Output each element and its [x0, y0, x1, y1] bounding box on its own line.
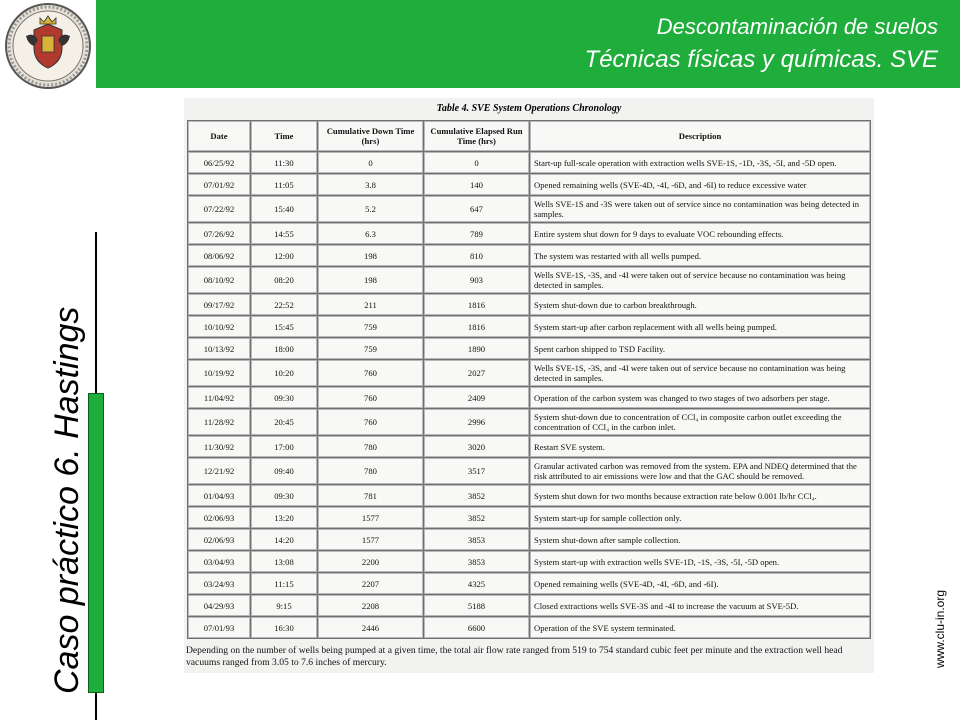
cell-time: 22:52 — [251, 294, 317, 315]
operations-table — [187, 120, 871, 639]
column-header: Cumulative Down Time (hrs) — [318, 121, 423, 151]
cell-time: 17:00 — [251, 436, 317, 457]
table-caption: Table 4. SVE System Operations Chronology — [436, 103, 622, 114]
cell-time: 13:20 — [251, 507, 317, 528]
table-row — [188, 573, 870, 594]
table-row — [188, 245, 870, 266]
cell-date: 02/06/93 — [188, 529, 250, 550]
table-row — [188, 152, 870, 173]
column-header: Time — [251, 121, 317, 151]
cell-run-time: 3853 — [424, 551, 529, 572]
cell-description: Spent carbon shipped to TSD Facility. — [530, 338, 870, 359]
cell-description: The system was restarted with all wells pumped. — [530, 245, 870, 266]
cell-description: System shut-down due to concentration of CCl₄ in composite carbon outlet exceeding the concentration of CCl₄ in the carbon inlet. — [530, 409, 870, 435]
table-row — [188, 595, 870, 616]
cell-run-time: 1816 — [424, 294, 529, 315]
cell-date: 02/06/93 — [188, 507, 250, 528]
table-row — [188, 174, 870, 195]
cell-run-time: 903 — [424, 267, 529, 293]
vertical-case-title: Caso práctico 6. Hastings — [48, 306, 86, 694]
cell-run-time: 3020 — [424, 436, 529, 457]
cell-description: System shut-down after sample collection. — [530, 529, 870, 550]
cell-down-time: 1577 — [318, 507, 423, 528]
cell-description: Closed extractions wells SVE-3S and -4I to increase the vacuum at SVE-5D. — [530, 595, 870, 616]
cell-time: 14:20 — [251, 529, 317, 550]
cell-time: 11:15 — [251, 573, 317, 594]
cell-description: Operation of the carbon system was changed to two stages of two adsorbers per stage. — [530, 387, 870, 408]
cell-date: 07/01/92 — [188, 174, 250, 195]
cell-date: 07/01/93 — [188, 617, 250, 638]
cell-time: 15:40 — [251, 196, 317, 222]
cell-date: 11/28/92 — [188, 409, 250, 435]
cell-down-time: 759 — [318, 316, 423, 337]
cell-down-time: 760 — [318, 360, 423, 386]
cell-description: Restart SVE system. — [530, 436, 870, 457]
cell-down-time: 1577 — [318, 529, 423, 550]
cell-date: 09/17/92 — [188, 294, 250, 315]
cell-down-time: 0 — [318, 152, 423, 173]
cell-date: 06/25/92 — [188, 152, 250, 173]
table-row — [188, 223, 870, 244]
table-row — [188, 529, 870, 550]
table-row — [188, 387, 870, 408]
cell-run-time: 2996 — [424, 409, 529, 435]
cell-description: Entire system shut down for 9 days to evaluate VOC rebounding effects. — [530, 223, 870, 244]
cell-date: 10/19/92 — [188, 360, 250, 386]
table-row — [188, 267, 870, 293]
cell-description: Wells SVE-1S, -3S, and -4I were taken out of service because no contamination was being detected in samples. — [530, 360, 870, 386]
table-row — [188, 507, 870, 528]
cell-down-time: 781 — [318, 485, 423, 506]
cell-down-time: 5.2 — [318, 196, 423, 222]
footnote: Depending on the number of wells being pumped at a given time, the total air flow rate ranged from 519 to 754 standard cubic feet per minute and the extraction well head vacuums ranged from 3.05 to 7.6 inches of mercury. — [186, 645, 843, 668]
table-body — [188, 152, 870, 638]
column-header: Description — [530, 121, 870, 151]
table-row — [188, 617, 870, 638]
cell-run-time: 140 — [424, 174, 529, 195]
cell-time: 16:30 — [251, 617, 317, 638]
cell-down-time: 2200 — [318, 551, 423, 572]
cell-time: 15:45 — [251, 316, 317, 337]
cell-run-time: 789 — [424, 223, 529, 244]
table-row — [188, 338, 870, 359]
cell-run-time: 647 — [424, 196, 529, 222]
cell-description: System start-up after carbon replacement with all wells being pumped. — [530, 316, 870, 337]
table-row — [188, 458, 870, 484]
cell-down-time: 2446 — [318, 617, 423, 638]
cell-down-time: 198 — [318, 267, 423, 293]
cell-run-time: 2027 — [424, 360, 529, 386]
cell-description: Start-up full-scale operation with extraction wells SVE-1S, -1D, -3S, -5I, and -5D open. — [530, 152, 870, 173]
cell-down-time: 2208 — [318, 595, 423, 616]
cell-description: Operation of the SVE system terminated. — [530, 617, 870, 638]
cell-run-time: 1890 — [424, 338, 529, 359]
cell-time: 08:20 — [251, 267, 317, 293]
website-url: www.clu-in.org — [933, 589, 947, 668]
cell-date: 04/29/93 — [188, 595, 250, 616]
cell-down-time: 211 — [318, 294, 423, 315]
scanned-document — [184, 98, 874, 673]
cell-description: Wells SVE-1S, -3S, and -4I were taken out of service because no contamination was being detected in samples. — [530, 267, 870, 293]
seal-icon — [4, 2, 92, 90]
cell-run-time: 6600 — [424, 617, 529, 638]
cell-time: 12:00 — [251, 245, 317, 266]
header-bar — [96, 0, 960, 88]
cell-date: 10/13/92 — [188, 338, 250, 359]
cell-time: 09:30 — [251, 485, 317, 506]
cell-run-time: 4325 — [424, 573, 529, 594]
cell-description: System shut-down due to carbon breakthrough. — [530, 294, 870, 315]
cell-down-time: 6.3 — [318, 223, 423, 244]
sidebar-green-bar — [88, 393, 104, 693]
cell-date: 03/24/93 — [188, 573, 250, 594]
cell-down-time: 759 — [318, 338, 423, 359]
cell-time: 11:05 — [251, 174, 317, 195]
column-header: Cumulative Elapsed Run Time (hrs) — [424, 121, 529, 151]
cell-down-time: 2207 — [318, 573, 423, 594]
university-seal-logo — [0, 0, 96, 92]
cell-date: 08/10/92 — [188, 267, 250, 293]
cell-run-time: 0 — [424, 152, 529, 173]
cell-time: 20:45 — [251, 409, 317, 435]
cell-description: Opened remaining wells (SVE-4D, -4I, -6D, and -6I) to reduce excessive water — [530, 174, 870, 195]
cell-description: System start-up with extraction wells SVE-1D, -1S, -3S, -5I, -5D open. — [530, 551, 870, 572]
cell-run-time: 810 — [424, 245, 529, 266]
cell-description: System start-up for sample collection only. — [530, 507, 870, 528]
cell-run-time: 5188 — [424, 595, 529, 616]
cell-down-time: 760 — [318, 387, 423, 408]
cell-time: 9:15 — [251, 595, 317, 616]
cell-time: 09:30 — [251, 387, 317, 408]
cell-down-time: 198 — [318, 245, 423, 266]
cell-run-time: 3852 — [424, 507, 529, 528]
cell-time: 09:40 — [251, 458, 317, 484]
cell-date: 07/22/92 — [188, 196, 250, 222]
cell-description: Opened remaining wells (SVE-4D, -4I, -6D, and -6I). — [530, 573, 870, 594]
cell-time: 14:55 — [251, 223, 317, 244]
table-row — [188, 294, 870, 315]
cell-date: 03/04/93 — [188, 551, 250, 572]
cell-run-time: 1816 — [424, 316, 529, 337]
cell-down-time: 760 — [318, 409, 423, 435]
cell-run-time: 3852 — [424, 485, 529, 506]
column-header: Date — [188, 121, 250, 151]
slide-title-line2: Técnicas físicas y químicas. SVE — [584, 46, 938, 73]
cell-run-time: 3517 — [424, 458, 529, 484]
cell-down-time: 780 — [318, 436, 423, 457]
table-row — [188, 409, 870, 435]
table-row — [188, 360, 870, 386]
table-row — [188, 551, 870, 572]
cell-time: 10:20 — [251, 360, 317, 386]
cell-down-time: 3.8 — [318, 174, 423, 195]
cell-date: 07/26/92 — [188, 223, 250, 244]
cell-description: Granular activated carbon was removed from the system. EPA and NDEQ determined that the risk attributed to air emissions were low and that the GAC should be removed. — [530, 458, 870, 484]
cell-date: 01/04/93 — [188, 485, 250, 506]
cell-date: 10/10/92 — [188, 316, 250, 337]
table-row — [188, 316, 870, 337]
table-row — [188, 436, 870, 457]
cell-date: 11/04/92 — [188, 387, 250, 408]
table-row — [188, 485, 870, 506]
cell-down-time: 780 — [318, 458, 423, 484]
table-row — [188, 196, 870, 222]
cell-date: 08/06/92 — [188, 245, 250, 266]
cell-description: Wells SVE-1S and -3S were taken out of service since no contamination was being detected in samples. — [530, 196, 870, 222]
cell-description: System shut down for two months because extraction rate below 0.001 lb/hr CCl₄. — [530, 485, 870, 506]
slide-title-line1: Descontaminación de suelos — [656, 14, 938, 39]
cell-date: 12/21/92 — [188, 458, 250, 484]
cell-run-time: 3853 — [424, 529, 529, 550]
cell-time: 13:08 — [251, 551, 317, 572]
table-header-row — [188, 121, 870, 151]
cell-date: 11/30/92 — [188, 436, 250, 457]
cell-time: 18:00 — [251, 338, 317, 359]
cell-run-time: 2409 — [424, 387, 529, 408]
cell-time: 11:30 — [251, 152, 317, 173]
